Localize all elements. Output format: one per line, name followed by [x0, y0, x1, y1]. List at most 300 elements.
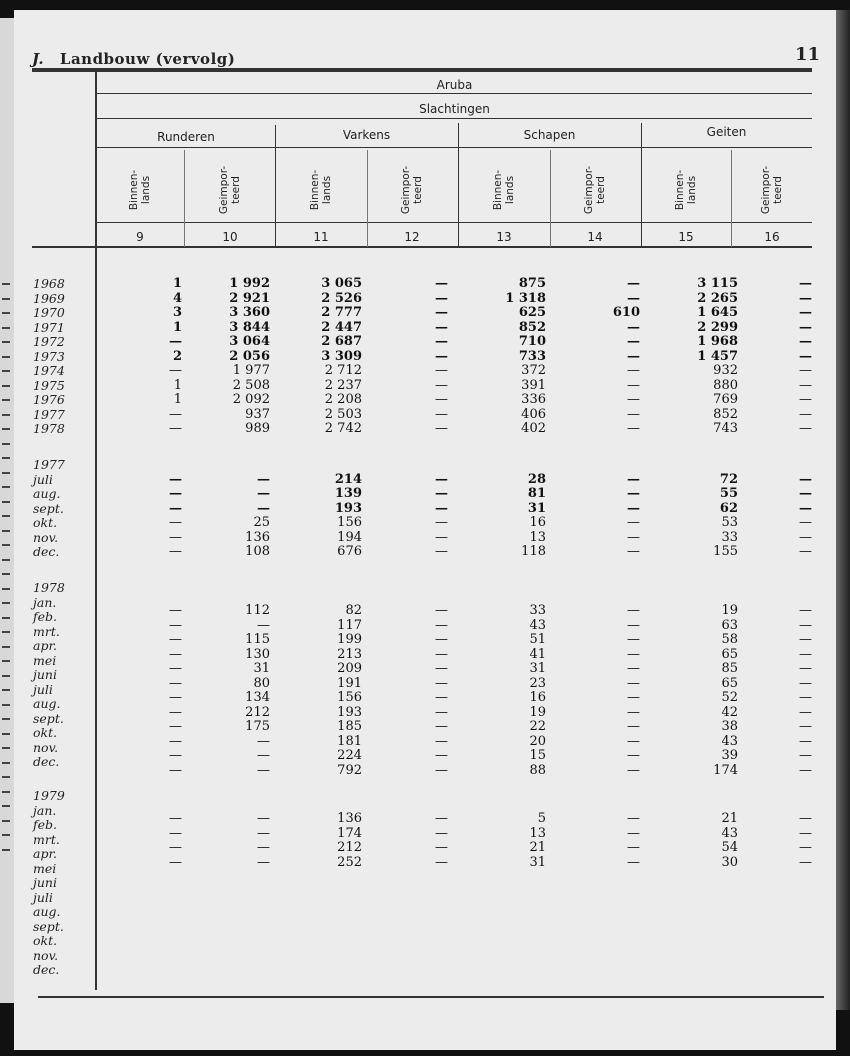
table-cell: 20	[529, 733, 546, 749]
table-cell: 19	[721, 603, 738, 619]
table-cell: —	[627, 515, 640, 530]
row-label-month: nov.	[33, 739, 59, 755]
column-number-16: 16	[764, 230, 780, 244]
page-number: 11	[795, 44, 821, 65]
table-cell: 31	[253, 661, 270, 677]
column-number-14: 14	[587, 230, 603, 244]
table-cell: —	[435, 392, 448, 407]
table-cell: —	[169, 811, 182, 827]
margin-tick	[2, 631, 10, 633]
row-label-month: juli	[33, 681, 53, 697]
margin-tick	[2, 312, 10, 314]
table-cell: —	[257, 617, 270, 633]
subcolumn-header-15: Binnen- lands	[674, 169, 698, 211]
column-number-10: 10	[222, 230, 238, 244]
table-cell: 937	[245, 406, 270, 422]
table-cell: 1 968	[697, 334, 738, 349]
table-cell: 336	[521, 392, 546, 407]
top-thick-rule	[32, 68, 812, 72]
table-cell: —	[435, 632, 448, 648]
table-cell: 13	[529, 529, 546, 545]
table-cell: 1 977	[232, 363, 270, 378]
table-cell: 43	[721, 733, 738, 749]
margin-tick	[2, 515, 10, 517]
table-cell: —	[435, 762, 448, 778]
table-cell: —	[627, 486, 640, 501]
row-label-year: 1977	[33, 406, 65, 422]
row-label-month: nov.	[33, 529, 59, 545]
margin-tick	[2, 443, 10, 445]
divider-schapen-geiten	[641, 123, 642, 247]
table-cell: —	[435, 486, 448, 501]
table-cell: 16	[529, 690, 546, 706]
table-cell: 406	[521, 406, 546, 422]
table-cell: 199	[337, 632, 362, 648]
table-cell: —	[169, 762, 182, 778]
table-cell: —	[435, 661, 448, 677]
period-year-label: 1977	[33, 457, 65, 472]
margin-tick	[2, 414, 10, 416]
row-label-year: 1975	[33, 377, 65, 393]
table-cell: —	[799, 276, 812, 291]
table-cell: 193	[334, 500, 362, 516]
table-cell: 209	[337, 661, 362, 677]
table-cell: —	[169, 675, 182, 691]
divider-runderen-varkens	[275, 125, 276, 247]
row-label-month: mei	[33, 652, 57, 668]
table-cell: 252	[337, 854, 362, 870]
table-cell: —	[435, 305, 448, 320]
table-cell: —	[435, 334, 448, 349]
table-cell: —	[799, 529, 812, 545]
divider-sub-4	[731, 150, 732, 247]
margin-tick	[2, 501, 10, 503]
row-label-month: okt.	[33, 933, 58, 948]
table-cell: 115	[245, 632, 270, 648]
table-cell: —	[799, 811, 812, 827]
table-cell: —	[799, 854, 812, 870]
table-cell: —	[627, 762, 640, 778]
table-cell: 792	[337, 762, 362, 778]
margin-tick	[2, 646, 10, 648]
table-cell: —	[627, 690, 640, 706]
table-cell: 372	[521, 363, 546, 378]
table-cell: 136	[337, 811, 362, 827]
table-cell: 391	[521, 377, 546, 393]
table-cell: 1 645	[697, 305, 738, 320]
table-cell: —	[799, 515, 812, 530]
table-cell: 31	[527, 500, 546, 516]
table-cell: —	[799, 500, 812, 516]
margin-tick	[2, 805, 10, 807]
table-cell: 58	[721, 632, 738, 648]
table-cell: —	[257, 840, 270, 856]
margin-tick	[2, 733, 10, 735]
row-label-month: aug.	[33, 486, 61, 501]
table-cell: 33	[529, 603, 546, 619]
table-cell: 880	[713, 377, 738, 393]
margin-tick	[2, 457, 10, 459]
table-cell: 743	[713, 421, 738, 436]
table-cell: 55	[719, 486, 738, 501]
table-cell: 65	[721, 646, 738, 662]
margin-tick	[2, 660, 10, 662]
table-cell: 852	[518, 319, 546, 335]
table-cell: —	[627, 377, 640, 393]
table-cell: 2 265	[697, 290, 738, 306]
table-cell: 30	[721, 854, 738, 870]
table-cell: —	[627, 632, 640, 648]
table-cell: —	[257, 854, 270, 870]
table-cell: 1	[172, 319, 182, 335]
table-cell: —	[627, 500, 640, 516]
row-label-month: sept.	[33, 710, 64, 726]
table-cell: —	[627, 825, 640, 841]
table-cell: —	[799, 748, 812, 764]
table-cell: 2 208	[324, 392, 362, 407]
table-cell: —	[627, 854, 640, 870]
table-cell: 3 844	[229, 319, 270, 335]
table-cell: 3 309	[321, 348, 362, 364]
divider-sub-1	[184, 150, 185, 247]
table-cell: 875	[518, 276, 546, 291]
table-cell: 2 503	[324, 406, 362, 422]
table-cell: —	[435, 748, 448, 764]
table-cell: —	[257, 733, 270, 749]
column-number-12: 12	[404, 230, 420, 244]
subcolumn-header-12: Geimpor- teerd	[400, 165, 424, 215]
table-cell: —	[435, 500, 448, 516]
table-cell: 21	[721, 811, 738, 827]
table-cell: 3	[172, 305, 182, 320]
margin-tick	[2, 791, 10, 793]
margin-tick	[2, 399, 10, 401]
subject-header: Slachtingen	[419, 102, 490, 116]
table-cell: 72	[719, 471, 738, 487]
table-cell: 62	[719, 500, 738, 516]
table-cell: 85	[721, 661, 738, 677]
margin-tick	[2, 486, 10, 488]
table-cell: 156	[337, 690, 362, 706]
row-label-month: okt.	[33, 515, 58, 530]
table-cell: —	[799, 305, 812, 320]
table-cell: —	[627, 719, 640, 735]
margin-tick	[2, 820, 10, 822]
table-cell: —	[627, 733, 640, 749]
table-cell: —	[627, 471, 640, 487]
table-cell: 2 526	[321, 290, 362, 306]
table-cell: 194	[337, 529, 362, 545]
table-cell: 15	[529, 748, 546, 764]
table-cell: —	[435, 290, 448, 306]
row-label-month: apr.	[33, 846, 58, 861]
margin-tick	[2, 356, 10, 358]
subcolumn-header-11: Binnen- lands	[309, 169, 333, 211]
margin-tick	[2, 341, 10, 343]
subcolumn-header-14: Geimpor- teerd	[583, 165, 607, 215]
table-cell: 155	[713, 544, 738, 559]
table-cell: —	[169, 334, 182, 349]
subcolumn-header-16: Geimpor- teerd	[760, 165, 784, 215]
table-cell: 54	[721, 840, 738, 856]
table-cell: —	[627, 319, 640, 335]
margin-tick	[2, 747, 10, 749]
table-cell: —	[799, 421, 812, 436]
table-cell: 130	[245, 646, 270, 662]
table-cell: —	[257, 486, 270, 501]
table-cell: —	[435, 840, 448, 856]
table-cell: —	[627, 290, 640, 306]
table-cell: 2 508	[232, 377, 270, 393]
table-cell: 136	[245, 529, 270, 545]
table-cell: —	[257, 825, 270, 841]
table-cell: 118	[521, 544, 546, 559]
row-label-month: juni	[33, 667, 57, 682]
row-label-year: 1973	[33, 348, 65, 364]
table-cell: 39	[721, 748, 738, 764]
group-header-geiten: Geiten	[706, 125, 747, 139]
row-label-year: 1978	[33, 421, 65, 436]
margin-tick	[2, 428, 10, 430]
table-cell: 174	[337, 825, 362, 841]
table-cell: —	[435, 719, 448, 735]
table-cell: 65	[721, 675, 738, 691]
table-cell: 88	[529, 762, 546, 778]
row-label-year: 1970	[33, 305, 65, 320]
table-cell: 2 687	[321, 334, 362, 349]
table-cell: —	[169, 704, 182, 720]
table-cell: 1	[173, 392, 182, 407]
table-cell: 212	[245, 704, 270, 720]
table-cell: 932	[713, 363, 738, 378]
table-cell: —	[627, 276, 640, 291]
table-cell: —	[799, 646, 812, 662]
period-year-label: 1978	[33, 580, 65, 595]
table-cell: —	[169, 825, 182, 841]
table-cell: 769	[713, 392, 738, 407]
table-cell: —	[169, 544, 182, 559]
table-cell: 733	[518, 348, 546, 364]
table-cell: 53	[721, 515, 738, 530]
table-cell: 43	[721, 825, 738, 841]
table-cell: —	[435, 377, 448, 393]
row-label-month: feb.	[33, 817, 57, 832]
section-title	[32, 50, 235, 68]
table-cell: 41	[529, 646, 546, 662]
table-cell: —	[435, 363, 448, 378]
margin-tick	[2, 472, 10, 474]
margin-tick	[2, 370, 10, 372]
table-cell: 3 115	[697, 276, 738, 291]
table-cell: 2 921	[229, 290, 270, 306]
table-cell: 175	[245, 719, 270, 735]
table-cell: 191	[337, 675, 362, 691]
table-cell: —	[627, 421, 640, 436]
table-cell: 25	[253, 515, 270, 530]
table-cell: 2 777	[321, 305, 362, 320]
table-cell: —	[169, 840, 182, 856]
table-cell: 185	[337, 719, 362, 735]
margin-tick	[2, 689, 10, 691]
table-cell: —	[435, 319, 448, 335]
divider-sub-3	[550, 150, 551, 247]
table-cell: 81	[527, 486, 546, 501]
margin-tick	[2, 530, 10, 532]
divider-sub-2	[367, 150, 368, 247]
table-cell: —	[169, 406, 182, 422]
row-label-month: aug.	[33, 904, 61, 919]
table-cell: —	[627, 363, 640, 378]
table-cell: —	[169, 617, 182, 633]
margin-tick	[2, 559, 10, 561]
row-label-year: 1969	[33, 290, 65, 306]
bottom-rule	[38, 996, 824, 998]
table-cell: —	[435, 406, 448, 422]
table-cell: —	[435, 646, 448, 662]
table-cell: —	[627, 675, 640, 691]
table-cell: 181	[337, 733, 362, 749]
table-cell: —	[169, 471, 182, 487]
period-year-label: 1979	[33, 788, 65, 803]
table-cell: —	[435, 811, 448, 827]
table-cell: 139	[334, 486, 362, 501]
table-cell: 16	[529, 515, 546, 530]
table-cell: —	[799, 471, 812, 487]
row-label-year: 1971	[33, 319, 65, 335]
table-cell: —	[627, 840, 640, 856]
table-cell: 676	[337, 544, 362, 559]
column-number-15: 15	[678, 230, 694, 244]
subcolumn-header-13: Binnen- lands	[492, 169, 516, 211]
margin-tick	[2, 834, 10, 836]
table-cell: 212	[337, 840, 362, 856]
table-cell: —	[799, 632, 812, 648]
table-cell: 82	[345, 603, 362, 619]
table-cell: 42	[721, 704, 738, 720]
table-cell: —	[169, 690, 182, 706]
table-cell: —	[627, 334, 640, 349]
table-cell: —	[169, 529, 182, 545]
table-cell: 2 742	[324, 421, 362, 436]
table-cell: 28	[527, 471, 546, 487]
table-cell: —	[169, 733, 182, 749]
section-number: J.	[32, 50, 45, 68]
table-cell: —	[799, 840, 812, 856]
table-cell: —	[257, 811, 270, 827]
table-cell: —	[627, 646, 640, 662]
row-label-month: jan.	[33, 802, 57, 818]
table-cell: 1 318	[505, 290, 546, 306]
table-cell: —	[435, 529, 448, 545]
table-cell: —	[435, 704, 448, 720]
table-cell: —	[799, 377, 812, 393]
margin-tick	[2, 573, 10, 575]
table-cell: 989	[245, 421, 270, 436]
table-cell: 852	[713, 406, 738, 422]
table-cell: —	[627, 529, 640, 545]
margin-tick	[2, 776, 10, 778]
table-cell: 402	[521, 421, 546, 436]
table-cell: 22	[529, 719, 546, 735]
margin-tick	[2, 849, 10, 851]
table-cell: 117	[337, 617, 362, 633]
table-cell: —	[169, 719, 182, 735]
row-label-month: aug.	[33, 696, 61, 711]
table-cell: —	[627, 348, 640, 364]
margin-tick	[2, 704, 10, 706]
table-cell: 21	[529, 840, 546, 856]
row-label-month: apr.	[33, 638, 58, 653]
row-label-month: dec.	[33, 962, 60, 977]
column-number-13: 13	[496, 230, 512, 244]
table-cell: —	[627, 811, 640, 827]
margin-tick	[2, 718, 10, 720]
row-label-year: 1972	[33, 334, 65, 349]
row-label-month: feb.	[33, 609, 57, 624]
table-cell: —	[169, 748, 182, 764]
table-cell: —	[799, 603, 812, 619]
table-cell: 2 299	[697, 319, 738, 335]
table-cell: 23	[529, 675, 546, 691]
table-cell: —	[435, 348, 448, 364]
table-cell: 19	[529, 704, 546, 720]
table-cell: —	[627, 748, 640, 764]
margin-tick	[2, 588, 10, 590]
table-cell: —	[169, 646, 182, 662]
table-cell: —	[799, 319, 812, 335]
table-cell: —	[799, 363, 812, 378]
table-cell: —	[799, 406, 812, 422]
row-label-month: jan.	[33, 594, 57, 610]
table-cell: 156	[337, 515, 362, 530]
table-cell: 174	[713, 762, 738, 778]
table-cell: 213	[337, 646, 362, 662]
table-cell: —	[257, 748, 270, 764]
table-cell: 38	[721, 719, 738, 735]
row-label-month: okt.	[33, 725, 58, 740]
row-label-year: 1974	[33, 363, 65, 378]
table-cell: 43	[529, 617, 546, 633]
table-cell: —	[169, 661, 182, 677]
row-label-year: 1968	[33, 276, 65, 291]
group-header-runderen: Runderen	[157, 130, 215, 144]
table-cell: 2 237	[324, 377, 362, 393]
table-cell: —	[169, 854, 182, 870]
row-label-month: juli	[33, 471, 53, 487]
table-cell: 5	[537, 811, 546, 827]
row-label-year: 1976	[33, 392, 65, 407]
table-cell: 4	[172, 290, 182, 306]
column-number-11: 11	[313, 230, 329, 244]
table-cell: —	[799, 719, 812, 735]
table-cell: 193	[337, 704, 362, 720]
row-label-month: mrt.	[33, 623, 60, 639]
row-label-month: mei	[33, 860, 57, 876]
table-cell: 52	[721, 690, 738, 706]
table-cell: —	[257, 471, 270, 487]
margin-tick	[2, 675, 10, 677]
table-cell: —	[435, 675, 448, 691]
subject-underline	[97, 118, 812, 119]
row-label-month: juli	[33, 889, 53, 905]
table-cell: 610	[612, 305, 640, 320]
subcolumn-header-10: Geimpor- teerd	[218, 165, 242, 215]
row-label-month: dec.	[33, 544, 60, 559]
table-cell: —	[169, 486, 182, 501]
margin-tick	[2, 283, 10, 285]
table-cell: 51	[529, 632, 546, 648]
table-cell: 13	[529, 825, 546, 841]
